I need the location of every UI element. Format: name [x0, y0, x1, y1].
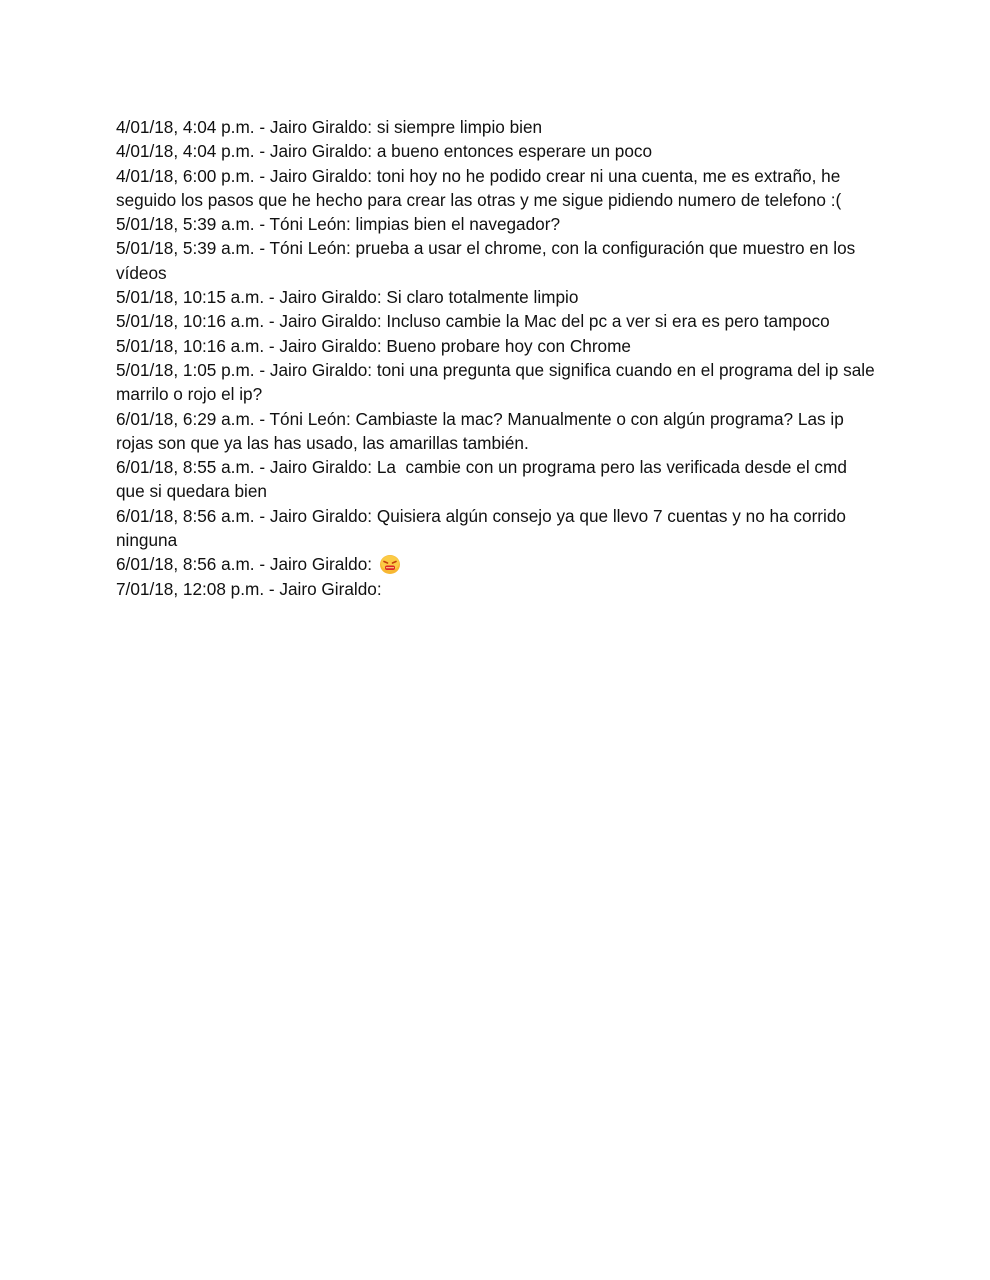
message-sender: Tóni León — [269, 408, 346, 429]
chat-message: 5/01/18, 10:16 a.m. - Jairo Giraldo: Incluso cambie la Mac del pc a ver si era es pero tampoco — [116, 311, 830, 332]
message-timestamp: 5/01/18, 5:39 a.m. — [116, 214, 255, 235]
message-timestamp: 6/01/18, 8:55 a.m. — [116, 457, 255, 478]
message-timestamp: 5/01/18, 1:05 p.m. — [116, 359, 255, 380]
message-text: Si claro totalmente limpio — [386, 287, 579, 308]
message-text: prueba a usar el chrome, con la configuración que muestro en los vídeos — [116, 238, 861, 283]
message-text: Cambiaste la mac? Manualmente o con algún programa? Las ip rojas son que ya las has usado, las amarillas también. — [116, 408, 849, 453]
message-sender: Jairo Giraldo — [279, 287, 377, 308]
chat-message: 5/01/18, 10:15 a.m. - Jairo Giraldo: Si claro totalmente limpio — [116, 287, 579, 308]
message-text: toni hoy no he podido crear ni una cuenta, me es extraño, he seguido los pasos que he hecho para crear las otras y me sigue pidiendo numero de telefono :( — [116, 165, 846, 210]
chat-message: 7/01/18, 12:08 p.m. - Jairo Giraldo: — [116, 578, 387, 599]
message-text: a bueno entonces esperare un poco — [376, 141, 653, 162]
message-sender: Jairo Giraldo — [269, 165, 368, 186]
message-timestamp: 5/01/18, 10:15 a.m. — [116, 287, 265, 308]
message-timestamp: 7/01/18, 12:08 p.m. — [116, 578, 265, 599]
message-sender: Jairo Giraldo — [269, 554, 368, 575]
message-sender: Jairo Giraldo — [269, 457, 368, 478]
chat-transcript-page — [116, 115, 880, 601]
chat-message: 6/01/18, 8:56 a.m. - Jairo Giraldo: — [116, 552, 876, 576]
message-timestamp: 4/01/18, 4:04 p.m. — [116, 141, 255, 162]
message-text: si siempre limpio bien — [376, 117, 543, 137]
chat-message: 4/01/18, 6:00 p.m. - Jairo Giraldo: toni hoy no he podido crear ni una cuenta, me es extraño, he seguido los pasos que he hecho para crear las otras y me sigue pidiendo numero de telefono :( — [116, 165, 846, 210]
chat-message: 5/01/18, 10:16 a.m. - Jairo Giraldo: Bueno probare hoy con Chrome — [116, 335, 631, 356]
chat-message: 5/01/18, 5:39 a.m. - Tóni León: prueba a usar el chrome, con la configuración que muestro en los vídeos — [116, 238, 861, 283]
chat-message: 4/01/18, 4:04 p.m. - Jairo Giraldo: a bueno entonces esperare un poco — [116, 141, 653, 162]
chat-message: 5/01/18, 1:05 p.m. - Jairo Giraldo: toni una pregunta que significa cuando en el programa del ip sale marrilo o rojo el ip? — [116, 359, 880, 405]
chat-message: 6/01/18, 8:55 a.m. - Jairo Giraldo: La cambie con un programa pero las verificada desde el cmd que si quedara bien — [116, 457, 852, 502]
message-sender: Jairo Giraldo — [269, 141, 368, 162]
message-sender: Jairo Giraldo — [279, 311, 377, 332]
message-text: toni una pregunta que significa cuando en el programa del ip sale marrilo o rojo el ip? — [116, 359, 880, 405]
message-text: La cambie con un programa pero las verificada desde el cmd que si quedara bien — [116, 457, 852, 502]
message-text: Bueno probare hoy con Chrome — [386, 335, 631, 356]
message-sender: Tóni León — [269, 214, 346, 235]
message-sender: Jairo Giraldo — [269, 117, 368, 137]
chat-message: 6/01/18, 6:29 a.m. - Tóni León: Cambiaste la mac? Manualmente o con algún programa? Las ip rojas son que ya las has usado, las amarillas también. — [116, 408, 849, 453]
chat-message: 5/01/18, 5:39 a.m. - Tóni León: limpias bien el navegador? — [116, 214, 561, 235]
message-timestamp: 5/01/18, 10:16 a.m. — [116, 311, 265, 332]
message-text: limpias bien el navegador? — [355, 214, 561, 235]
message-timestamp: 5/01/18, 10:16 a.m. — [116, 335, 265, 356]
message-sender: Jairo Giraldo — [269, 505, 368, 526]
chat-message: 4/01/18, 4:04 p.m. - Jairo Giraldo: si siempre limpio bien — [116, 117, 543, 137]
message-timestamp: 6/01/18, 8:56 a.m. — [116, 505, 255, 526]
message-text: Quisiera algún consejo ya que llevo 7 cuentas y no ha corrido ninguna — [116, 505, 851, 551]
message-timestamp: 5/01/18, 5:39 a.m. — [116, 238, 255, 259]
message-sender: Tóni León — [269, 238, 346, 259]
chat-message: 6/01/18, 8:56 a.m. - Jairo Giraldo: Quisiera algún consejo ya que llevo 7 cuentas y no ha corrido ninguna — [116, 505, 851, 551]
message-timestamp: 6/01/18, 6:29 a.m. — [116, 408, 255, 429]
persevering-face-emoji-icon — [379, 554, 401, 574]
message-sender: Jairo Giraldo — [279, 578, 377, 599]
message-text: Incluso cambie la Mac del pc a ver si era es pero tampoco — [386, 311, 830, 332]
message-timestamp: 6/01/18, 8:56 a.m. — [116, 554, 255, 575]
message-sender: Jairo Giraldo — [269, 359, 368, 380]
message-timestamp: 4/01/18, 4:04 p.m. — [116, 117, 255, 137]
message-timestamp: 4/01/18, 6:00 p.m. — [116, 165, 255, 186]
message-sender: Jairo Giraldo — [279, 335, 377, 356]
